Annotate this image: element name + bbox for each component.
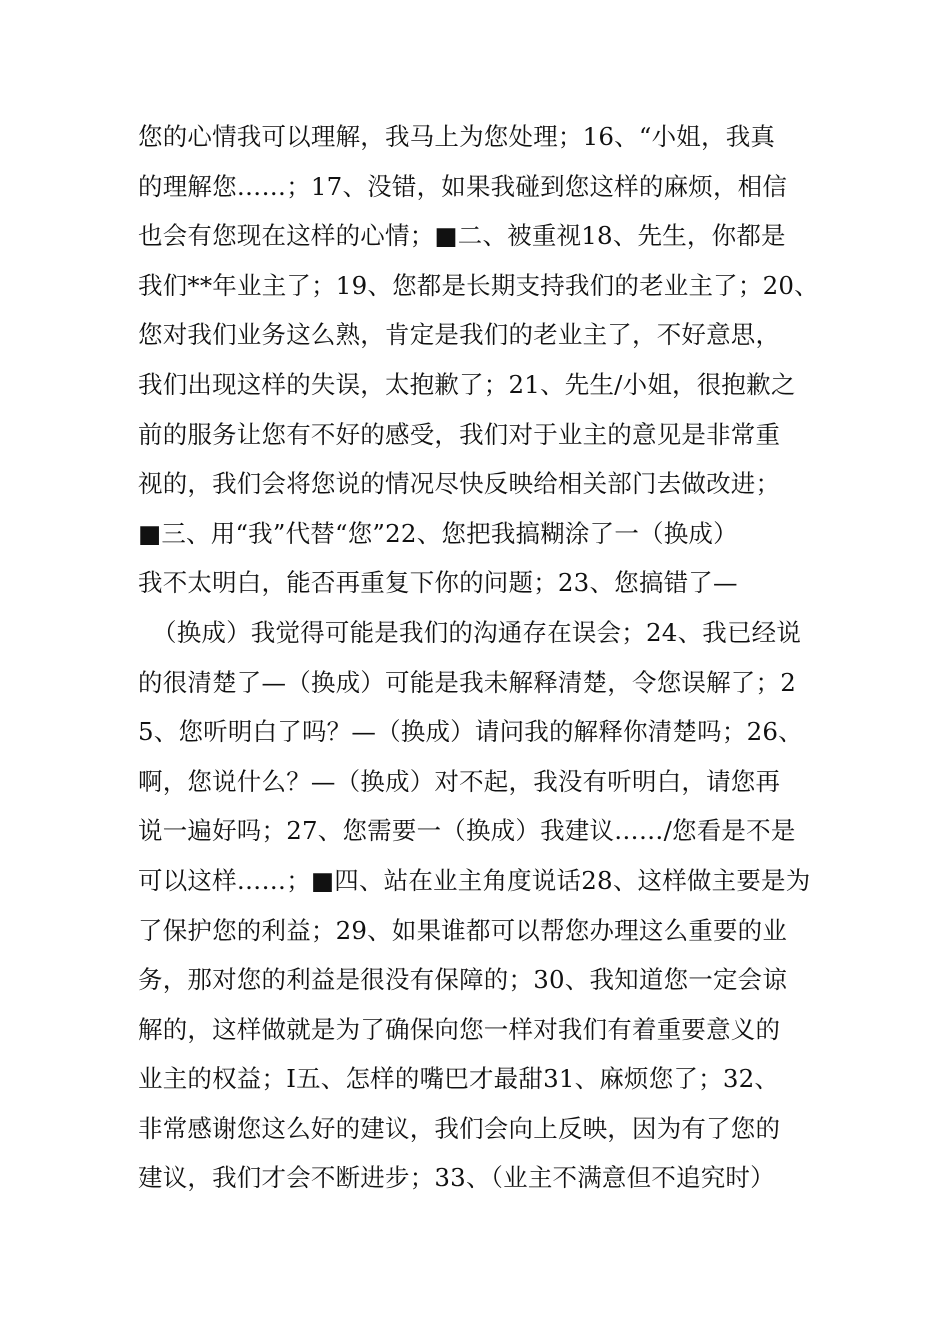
text-line: 非常感谢您这么好的建议，我们会向上反映，因为有了您的 <box>138 1113 781 1143</box>
text-line: 您对我们业务这么熟，肯定是我们的老业主了，不好意思， <box>138 320 781 350</box>
text-line: 我不太明白，能否再重复下你的问题；23、您搞错了— <box>138 568 738 598</box>
text-line: （换成）我觉得可能是我们的沟通存在误会；24、我已经说 <box>152 617 802 647</box>
text-line: 建议，我们才会不断进步；33、（业主不满意但不追究时） <box>138 1163 775 1193</box>
text-line: 说一遍好吗；27、您需要一（换成）我建议……/您看是不是 <box>138 816 796 846</box>
text-line: 的理解您……；17、没错，如果我碰到您这样的麻烦，相信 <box>138 171 788 201</box>
text-line: 我们**年业主了；19、您都是长期支持我们的老业主了；20、 <box>138 270 819 300</box>
text-line: 解的，这样做就是为了确保向您一样对我们有着重要意义的 <box>138 1014 781 1044</box>
text-line: 的很清楚了—（换成）可能是我未解释清楚，令您误解了；2 <box>138 667 796 697</box>
text-line: 5、您听明白了吗？—（换成）请问我的解释你清楚吗；26、 <box>138 717 803 747</box>
text-line: 业主的权益；I五、怎样的嘴巴才最甜31、麻烦您了；32、 <box>138 1064 780 1094</box>
text-line: 可以这样……；■四、站在业主角度说话28、这样做主要是为 <box>138 865 811 895</box>
text-line: 务，那对您的利益是很没有保障的；30、我知道您一定会谅 <box>138 965 788 995</box>
text-line: 了保护您的利益；29、如果谁都可以帮您办理这么重要的业 <box>138 915 788 945</box>
text-line: 视的，我们会将您说的情况尽快反映给相关部门去做改进； <box>138 469 781 499</box>
text-line: 您的心情我可以理解，我马上为您处理；16、“小姐，我真 <box>138 122 776 151</box>
text-line: 我们出现这样的失误，太抱歉了；21、先生/小姐，很抱歉之 <box>138 369 796 399</box>
body-text <box>138 112 818 1203</box>
text-line: 前的服务让您有不好的感受，我们对于业主的意见是非常重 <box>138 419 781 449</box>
text-line: 也会有您现在这样的心情；■二、被重视18、先生，你都是 <box>138 221 786 251</box>
text-line: 啊，您说什么？—（换成）对不起，我没有听明白，请您再 <box>138 766 781 796</box>
text-line: ■三、用“我”代替“您”22、您把我搞糊涂了一（换成） <box>138 518 738 548</box>
